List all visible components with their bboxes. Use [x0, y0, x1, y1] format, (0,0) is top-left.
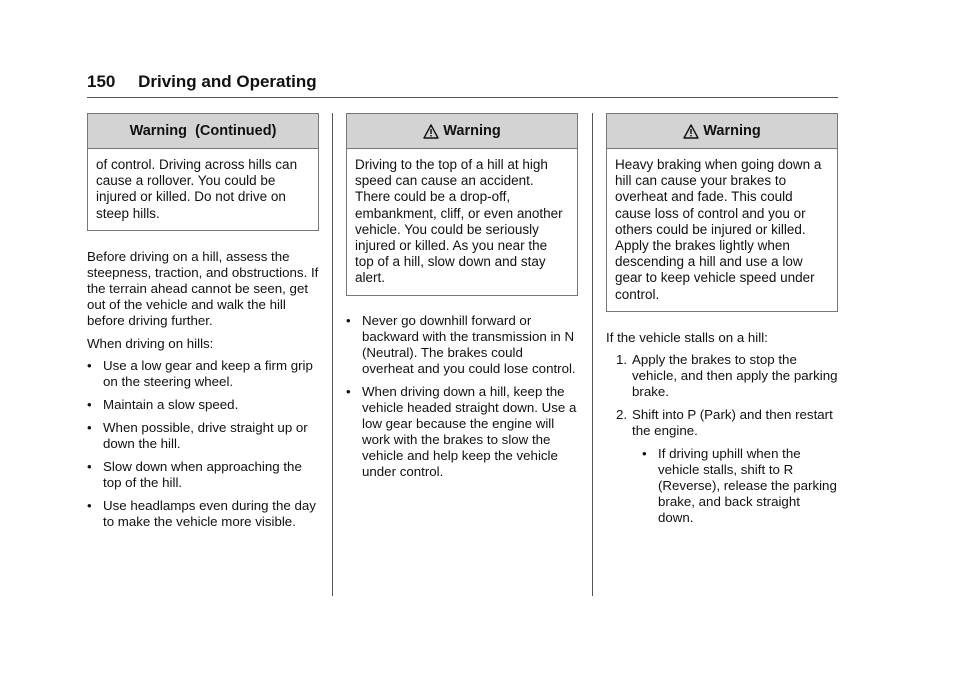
- warning-title: Warning (Continued): [129, 123, 277, 139]
- step-marker: 2.: [616, 406, 628, 422]
- hill-lead-text: When driving on hills:: [87, 335, 214, 351]
- column-divider: [592, 113, 593, 596]
- warning-triangle-icon: [423, 124, 439, 139]
- stall-steps-list: [606, 352, 838, 526]
- warning-box: [346, 113, 578, 296]
- step-text: Shift into P (Park) and then restart the engine.: [632, 406, 833, 438]
- list-item: • Slow down when approaching the top of the hill.: [87, 459, 319, 491]
- stall-lead-text: If the vehicle stalls on a hill:: [606, 329, 768, 345]
- column-divider: [332, 113, 333, 596]
- list-item: • Use headlamps even during the day to make the vehicle more visible.: [87, 498, 319, 530]
- column-3: [606, 113, 838, 533]
- list-item: • When possible, drive straight up or down the hill.: [87, 420, 319, 452]
- page-header: [87, 72, 317, 92]
- warning-box-header: [607, 114, 837, 149]
- warning-box: [606, 113, 838, 312]
- list-item: [616, 352, 838, 400]
- list-item: • If driving uphill when the vehicle stalls, shift to R (Reverse), release the parking brake, and back straight down.: [642, 446, 838, 526]
- warning-box-header: [88, 114, 318, 149]
- step-marker: 1.: [616, 351, 628, 367]
- section-title: Driving and Operating: [138, 72, 317, 91]
- warning-title: Warning: [443, 123, 501, 139]
- warning-text: of control. Driving across hills can cause a rollover. You could be injured or killed. Do not drive on steep hills.: [96, 157, 298, 221]
- list-item: [616, 407, 838, 526]
- page-number: 150: [87, 72, 116, 91]
- column-2: [346, 113, 578, 487]
- downhill-list: [346, 313, 578, 480]
- warning-title: Warning: [703, 123, 761, 139]
- warning-box-continued: [87, 113, 319, 231]
- list-item: • Use a low gear and keep a firm grip on the steering wheel.: [87, 358, 319, 390]
- list-item: • When driving down a hill, keep the vehicle headed straight down. Use a low gear because the engine will work with the brakes to slow the vehicle and help keep the vehicle under control.: [346, 384, 578, 480]
- list-item: • Never go downhill forward or backward with the transmission in N (Neutral). The brakes could overheat and you could lose control.: [346, 313, 578, 377]
- sub-list: [632, 446, 838, 526]
- warning-text: Driving to the top of a hill at high speed can cause an accident. There could be a drop-off, embankment, cliff, or even another vehicle. You could be seriously injured or killed. As you near the top of a hill, slow down and stay alert.: [355, 157, 563, 286]
- list-item: • Maintain a slow speed.: [87, 397, 319, 413]
- header-rule: [87, 97, 838, 98]
- step-text: Apply the brakes to stop the vehicle, and then apply the parking brake.: [632, 351, 838, 399]
- warning-triangle-icon: [683, 124, 699, 139]
- hill-tips-list: [87, 358, 319, 530]
- warning-box-header: [347, 114, 577, 149]
- warning-text: Heavy braking when going down a hill can cause your brakes to overheat and fade. This could cause loss of control and you or others could be injured or killed. Apply the brakes lightly when descending a hill and use a low gear to keep vehicle speed under control.: [615, 157, 822, 302]
- hill-intro-paragraph: Before driving on a hill, assess the steepness, traction, and obstructions. If the terrain ahead cannot be seen, get out of the vehicle and walk the hill before driving further.: [87, 248, 319, 328]
- column-1: [87, 113, 319, 537]
